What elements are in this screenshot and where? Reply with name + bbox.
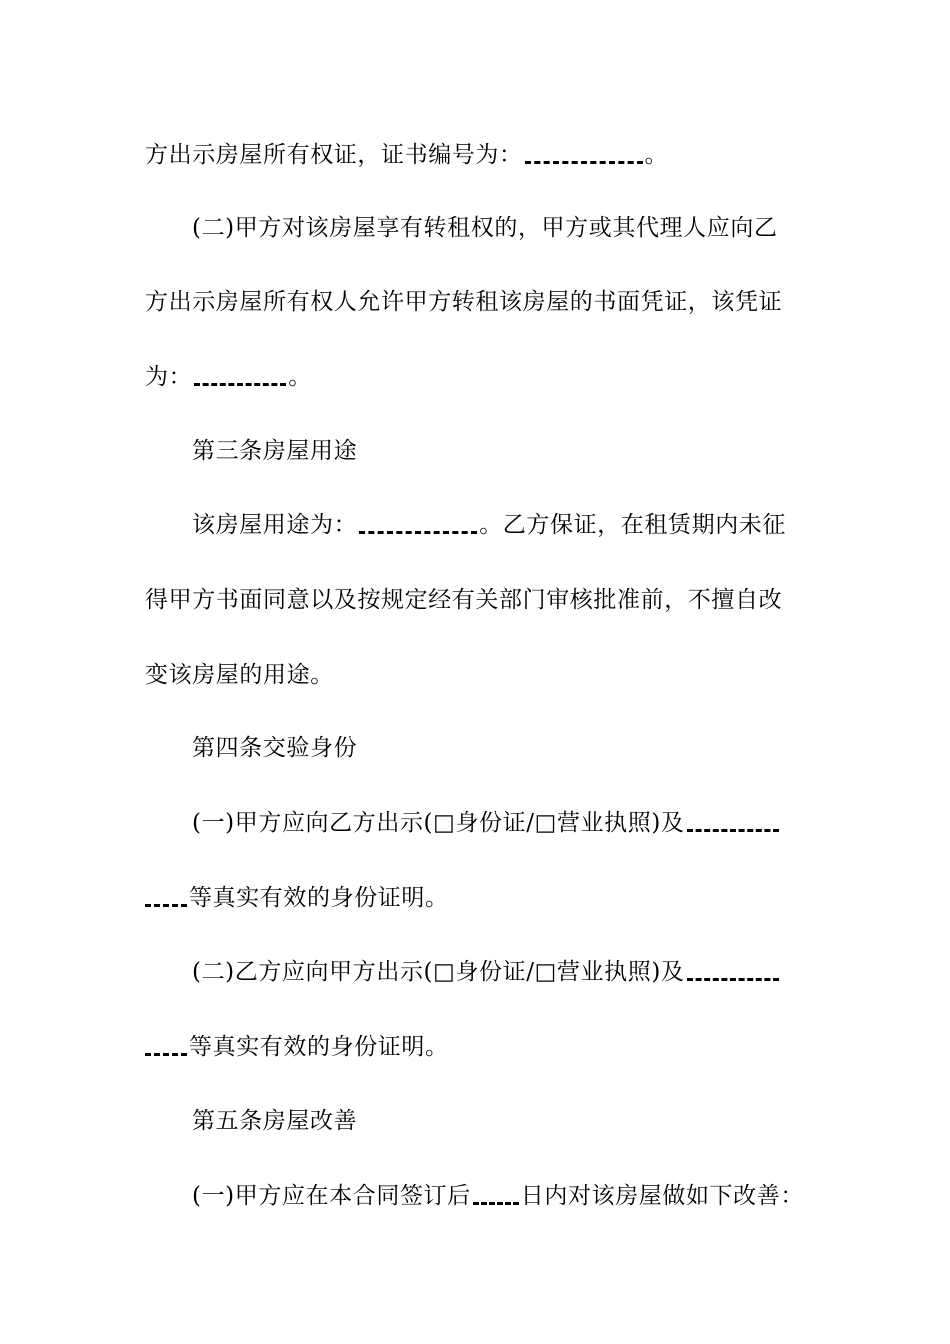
fill-blank bbox=[473, 1185, 519, 1203]
fill-blank bbox=[194, 366, 286, 384]
text: 变该房屋的用途。 bbox=[145, 662, 334, 688]
paragraph-line bbox=[145, 883, 449, 913]
heading-text: 第五条房屋改善 bbox=[192, 1108, 358, 1134]
text: (二)甲方对该房屋享有转租权的，甲方或其代理人应向乙 bbox=[192, 215, 778, 241]
paragraph-line bbox=[145, 287, 782, 317]
paragraph-line bbox=[192, 213, 778, 243]
paragraph-line bbox=[145, 362, 312, 392]
fill-blank bbox=[145, 1036, 187, 1054]
fill-blank bbox=[359, 514, 477, 532]
text: 。 bbox=[288, 364, 312, 390]
paragraph-line bbox=[192, 957, 781, 987]
text: 。 bbox=[644, 142, 669, 168]
section-heading bbox=[192, 733, 357, 763]
text: (二)乙方应向甲方出示(□身份证/□营业执照)及 bbox=[192, 959, 685, 985]
text: 等真实有效的身份证明。 bbox=[189, 1034, 449, 1060]
text: 该房屋用途为： bbox=[192, 512, 358, 538]
heading-text: 第四条交验身份 bbox=[192, 735, 358, 761]
fill-blank bbox=[687, 812, 779, 830]
paragraph-line bbox=[192, 1181, 804, 1211]
text: (一)甲方应向乙方出示(□身份证/□营业执照)及 bbox=[192, 810, 685, 836]
text: 等真实有效的身份证明。 bbox=[189, 885, 449, 911]
paragraph-line bbox=[145, 140, 668, 170]
section-heading bbox=[192, 1106, 357, 1136]
paragraph-line bbox=[192, 808, 781, 838]
section-heading bbox=[192, 436, 357, 466]
paragraph-line bbox=[192, 510, 786, 540]
heading-text: 第三条房屋用途 bbox=[192, 438, 358, 464]
paragraph-line bbox=[145, 660, 334, 690]
text: 方出示房屋所有权人允许甲方转租该房屋的书面凭证，该凭证 bbox=[145, 289, 783, 315]
paragraph-line bbox=[145, 1032, 449, 1062]
fill-blank bbox=[145, 887, 187, 905]
text: 得甲方书面同意以及按规定经有关部门审核批准前，不擅自改 bbox=[145, 587, 783, 613]
text: 方出示房屋所有权证，证书编号为： bbox=[145, 142, 523, 168]
text: 。乙方保证，在租赁期内未征 bbox=[479, 512, 787, 538]
text: 日内对该房屋做如下改善： bbox=[520, 1183, 804, 1209]
fill-blank bbox=[687, 961, 779, 979]
text: 为： bbox=[145, 364, 193, 390]
paragraph-line bbox=[145, 585, 782, 615]
text: (一)甲方应在本合同签订后 bbox=[192, 1183, 471, 1209]
fill-blank bbox=[525, 144, 643, 162]
